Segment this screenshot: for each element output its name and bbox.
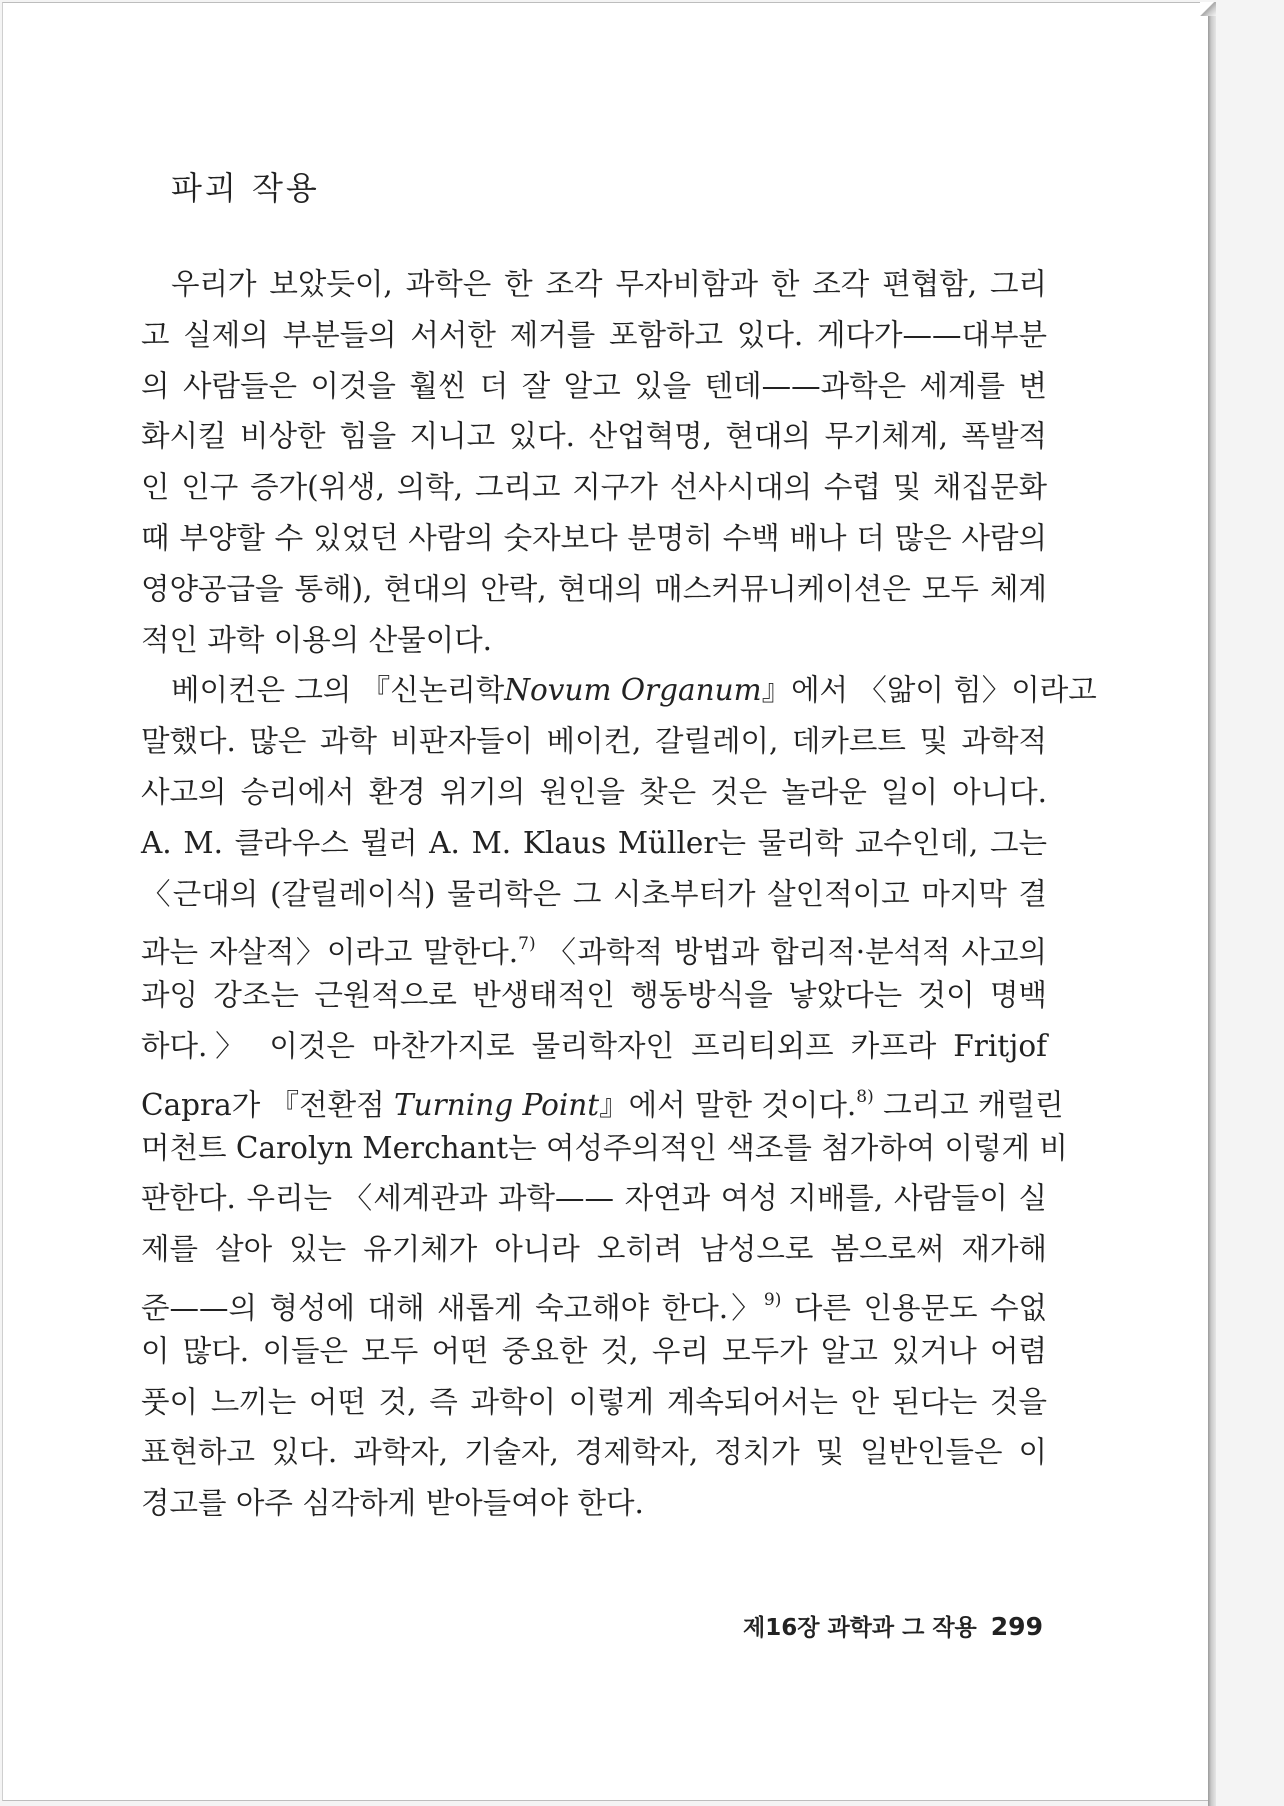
text-line: 〈근대의 (갈릴레이식) 물리학은 그 시초부터가 살인적이고 마지막 결 [141, 876, 1047, 911]
text-line [141, 919, 1047, 970]
text-segment: 그리고 캐럴린 [873, 1087, 1064, 1122]
text-segment: 과는 자살적〉이라고 말한다. [141, 935, 519, 970]
text-segment: 준——의 형성에 대해 새롭게 숙고해야 한다.〉 [141, 1290, 764, 1325]
page-edge-shadow [1208, 10, 1216, 1806]
text-line: 말했다. 많은 과학 비판자들이 베이컨, 갈릴레이, 데카르트 및 과학적 [141, 724, 1047, 759]
text-line: 경고를 아주 심각하게 받아들여야 한다. [141, 1486, 644, 1521]
text-segment: 』에서 〈앎이 힘〉이라고 [761, 673, 1097, 708]
footnote-marker: 9) [763, 1289, 782, 1310]
text-line: 머천트 Carolyn Merchant는 여성주의적인 색조를 첨가하여 이렇게 비 [141, 1130, 1068, 1165]
text-line: 과잉 강조는 근원적으로 반생태적인 행동방식을 낳았다는 것이 명백 [141, 978, 1047, 1013]
book-page [2, 2, 1210, 1801]
text-segment: Capra가 『전환점 [141, 1087, 394, 1122]
text-line: 풋이 느끼는 어떤 것, 즉 과학이 이렇게 계속되어서는 안 된다는 것을 [141, 1384, 1047, 1419]
text-line: 인 인구 증가(위생, 의학, 그리고 지구가 선사시대의 수렵 및 채집문화 [141, 470, 1047, 505]
text-line: 적인 과학 이용의 산물이다. [141, 622, 492, 657]
latin-title: Turning Point [393, 1087, 600, 1122]
text-line: 영양공급을 통해), 현대의 안락, 현대의 매스커뮤니케이션은 모두 체계 [141, 571, 1047, 606]
text-line: 판한다. 우리는 〈세계관과 과학—— 자연과 여성 지배를, 사람들이 실 [141, 1181, 1047, 1216]
text-line [141, 665, 1097, 716]
text-line [141, 1072, 1064, 1123]
text-line: 이 많다. 이들은 모두 어떤 중요한 것, 우리 모두가 알고 있거나 어렴 [141, 1333, 1047, 1368]
text-line: 제를 살아 있는 유기체가 아니라 오히려 남성으로 봄으로써 재가해 [141, 1232, 1047, 1267]
text-line: 고 실제의 부분들의 서서한 제거를 포함하고 있다. 게다가——대부분 [141, 317, 1047, 352]
text-segment: 〈과학적 방법과 합리적·분석적 사고의 [535, 935, 1047, 970]
text-line: 의 사람들은 이것을 훨씬 더 잘 알고 있을 텐데——과학은 세계를 변 [141, 368, 1047, 403]
text-segment: 베이컨은 그의 『신논리학 [171, 673, 505, 708]
paragraph-1 [141, 259, 1047, 665]
text-segment: 다른 인용문도 수없 [781, 1290, 1047, 1325]
text-line: 화시킬 비상한 힘을 지니고 있다. 산업혁명, 현대의 무기체계, 폭발적 [141, 419, 1047, 454]
page-footer [743, 1609, 1043, 1642]
page-corner-fold [1200, 2, 1216, 16]
running-chapter-title: 제16장 과학과 그 작용 [743, 1615, 977, 1641]
text-line: 때 부양할 수 있었던 사람의 숫자보다 분명히 수백 배나 더 많은 사람의 [141, 520, 1047, 555]
text-line: 우리가 보았듯이, 과학은 한 조각 무자비함과 한 조각 편협함, 그리 [171, 267, 1047, 301]
body-text [141, 259, 1097, 1529]
section-heading: 파괴 작용 [171, 169, 320, 207]
footnote-marker: 7) [518, 934, 536, 955]
text-line: 표현하고 있다. 과학자, 기술자, 경제학자, 정치가 및 일반인들은 이 [141, 1435, 1047, 1470]
text-segment: 』에서 말한 것이다. [599, 1087, 857, 1122]
text-line: A. M. 클라우스 뮐러 A. M. Klaus Müller는 물리학 교수인데, 그는 [141, 825, 1047, 860]
text-line [141, 1275, 1047, 1326]
page-number: 299 [990, 1612, 1043, 1641]
footnote-marker: 8) [856, 1086, 874, 1107]
text-line: 하다.〉 이것은 마찬가지로 물리학자인 프리티외프 카프라 Fritjof [141, 1028, 1047, 1063]
text-line: 사고의 승리에서 환경 위기의 원인을 찾은 것은 놀라운 일이 아니다. [141, 774, 1047, 809]
latin-title: Novum Organum [504, 673, 762, 708]
paragraph-2 [141, 665, 1097, 1529]
